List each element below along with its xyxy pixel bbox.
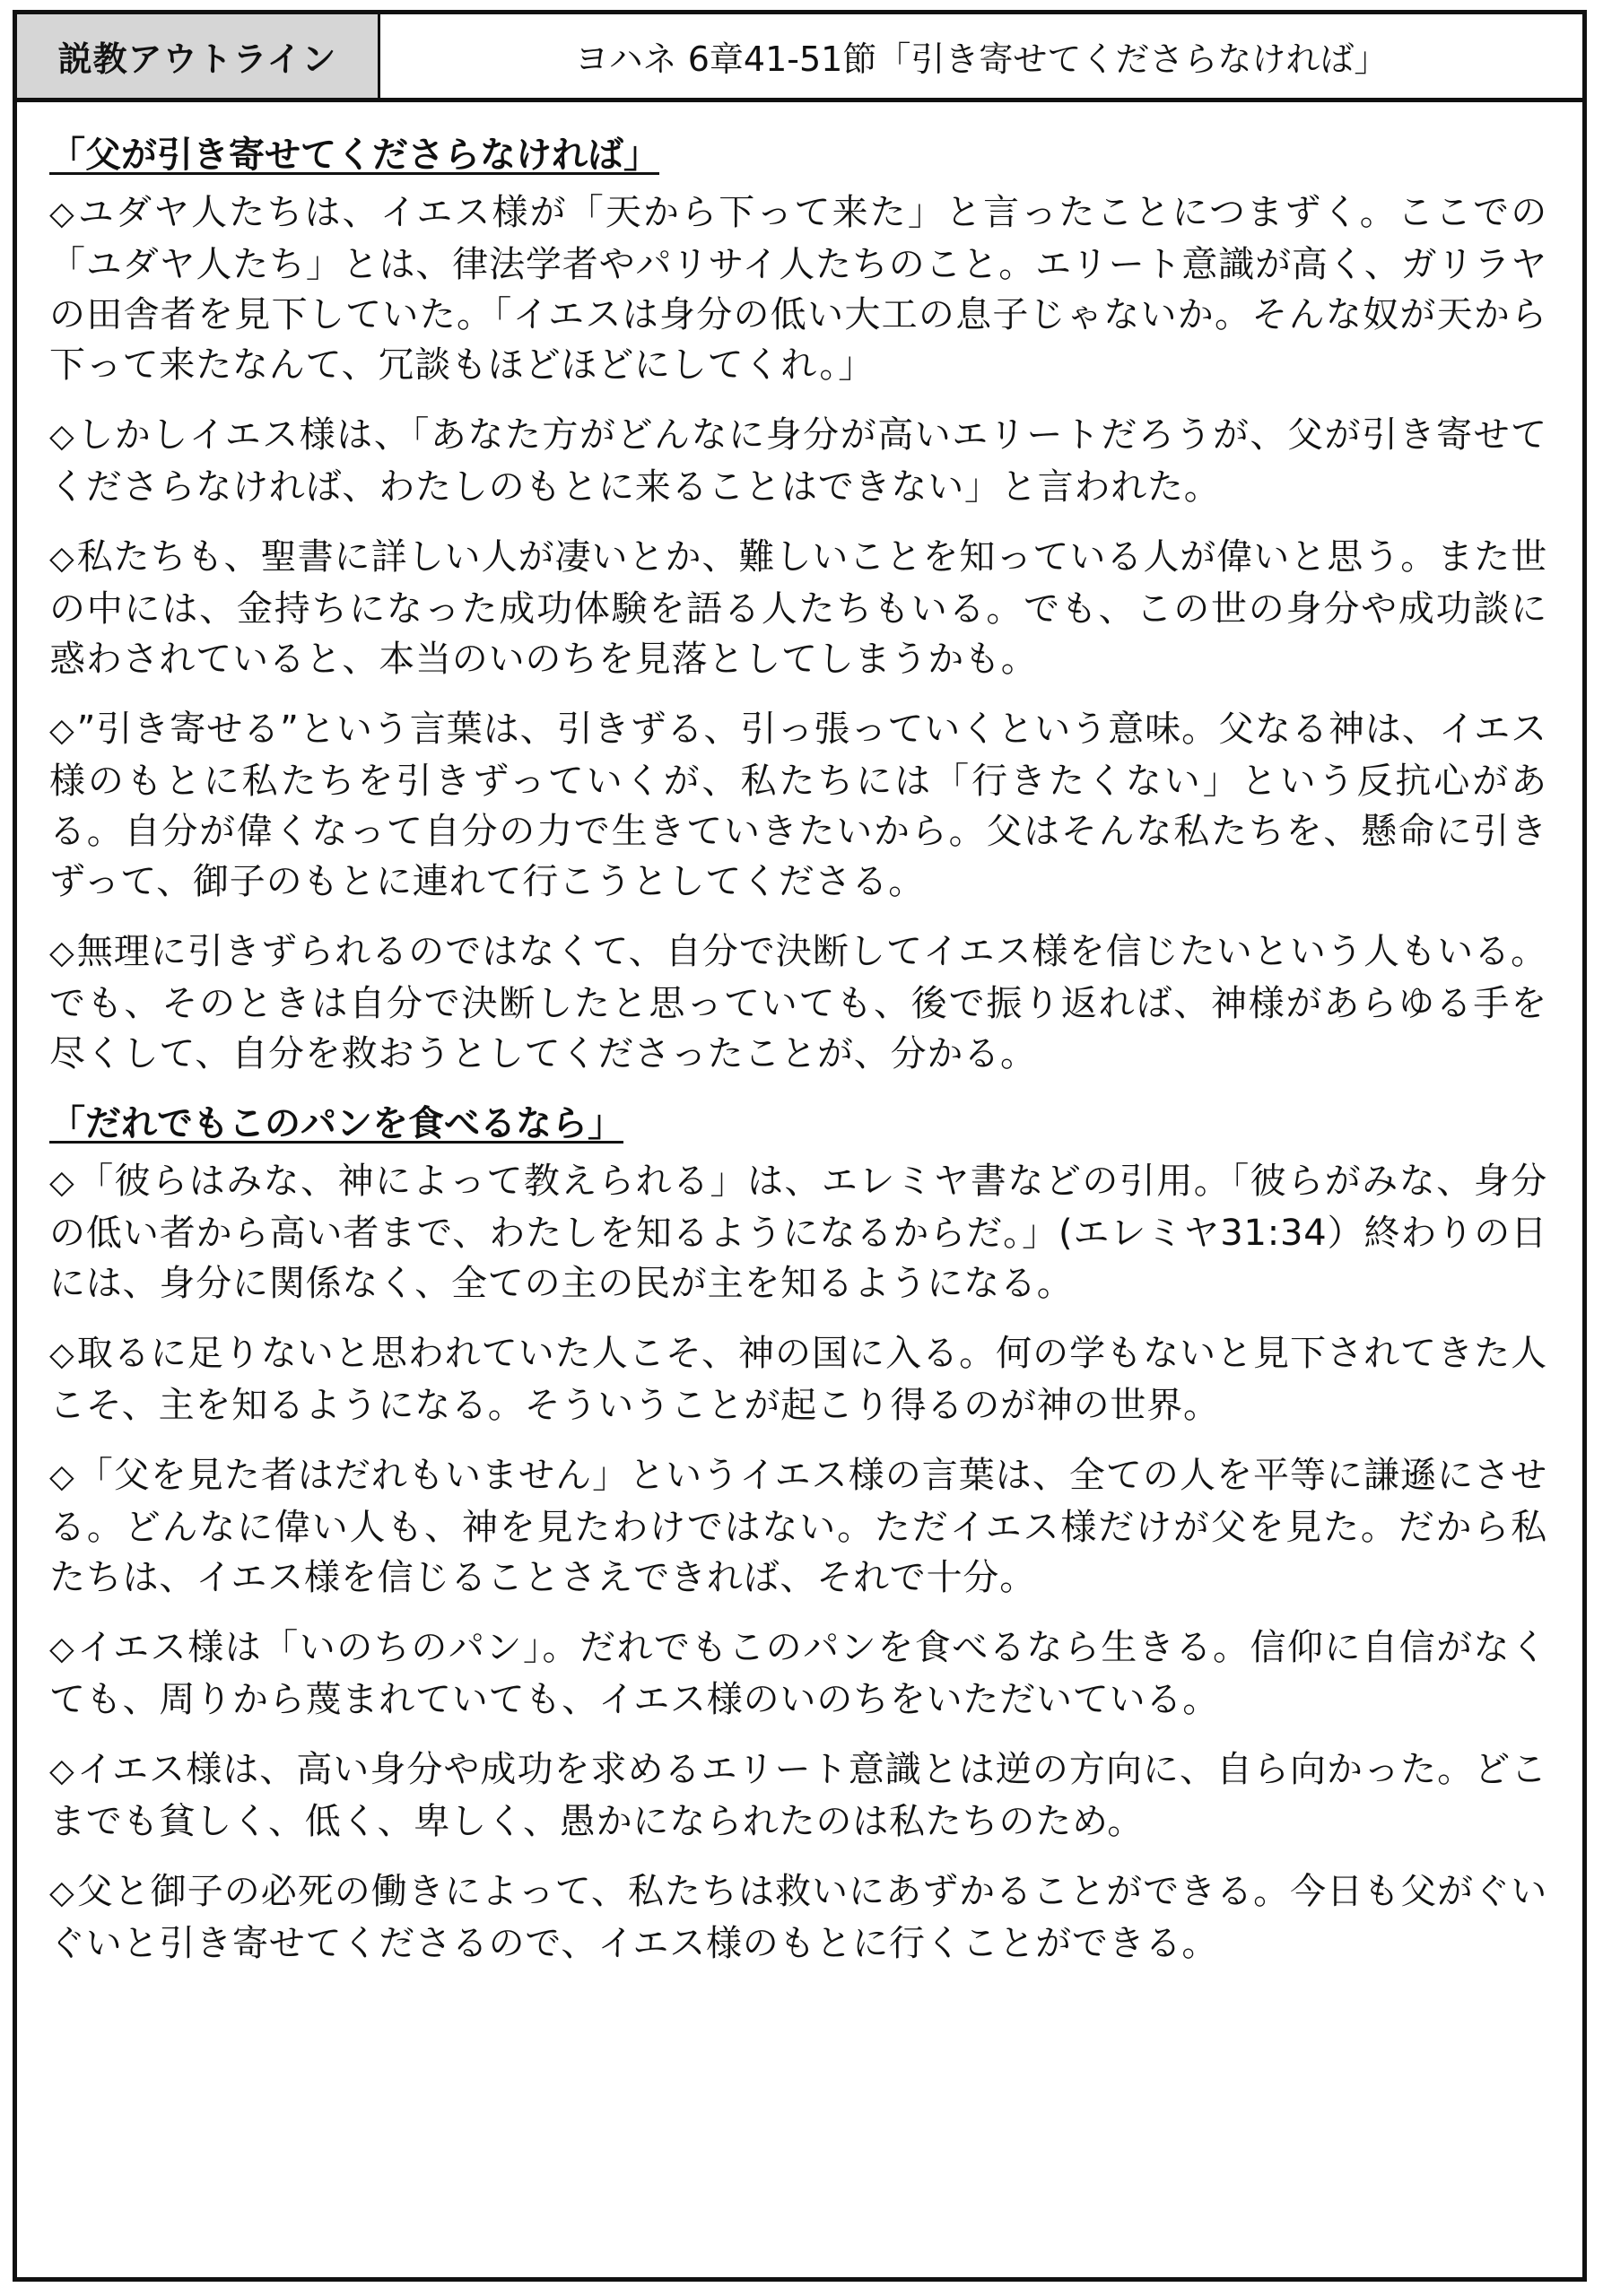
diamond-bullet-icon: ◇ [49,418,76,455]
diamond-bullet-icon: ◇ [49,1874,75,1911]
section-heading: 「だれでもこのパンを食べるなら」 [49,1103,623,1144]
diamond-bullet-icon: ◇ [49,935,75,971]
paragraph-text: 父と御子の必死の働きによって、私たちは救いにあずかることができる。今日も父がぐいぐいと引き寄せてくださるので、イエス様のもとに行くことができる。 [49,1871,1547,1964]
paragraph-text: イエス様は、高い身分や成功を求めるエリート意識とは逆の方向に、自ら向かった。どこまでも貧しく、低く、卑しく、愚かになられたのは私たちのため。 [49,1749,1547,1842]
paragraph-text: しかしイエス様は、「あなた方がどんなに身分が高いエリートだろうが、父が引き寄せてくださらなければ、わたしのもとに来ることはできない」と言われた。 [49,414,1547,508]
paragraph [49,1156,1547,1309]
diamond-bullet-icon: ◇ [49,1336,75,1373]
paragraph-text: ユダヤ人たちは、イエス様が「天から下って来た」と言ったことにつまずく。ここでの「ユダヤ人たち」とは、律法学者やパリサイ人たちのこと。エリート意識が高く、ガリラヤの田舎者を見下していた。「イエスは身分の低い大工の息子じゃないか。そんな奴が天から下って来たなんて、冗談もほどほどにしてくれ。」 [49,192,1547,386]
paragraph [49,704,1547,907]
header-bar [17,14,1582,102]
section-2 [49,1099,1547,1969]
diamond-bullet-icon: ◇ [49,1631,76,1667]
diamond-bullet-icon: ◇ [49,1458,75,1495]
paragraph [49,1622,1547,1725]
paragraph [49,1866,1547,1969]
paragraph-text: ”引き寄せる”という言葉は、引きずる、引っ張っていくという意味。父なる神は、イエス様のもとに私たちを引きずっていくが、私たちには「行きたくない」という反抗心がある。自分が偉くなって自分の力で生きていきたいから。父はそんな私たちを、懸命に引きずって、御子のもとに連れて行こうとしてくださる。 [49,709,1547,902]
paragraph-text: 「彼らはみな、神によって教えられる」は、エレミヤ書などの引用。「彼らがみな、身分の低い者から高い者まで、わたしを知るようになるからだ。」(エレミヤ31:34）終わりの日には、身分に関係なく、全ての主の民が主を知るようになる。 [49,1161,1547,1304]
paragraph [49,532,1547,684]
paragraph-text: 無理に引きずられるのではなくて、自分で決断してイエス様を信じたいという人もいる。でも、そのときは自分で決断したと思っていても、後で振り返れば、神様があらゆる手を尽くして、自分を救おうとしてくださったことが、分かる。 [49,931,1547,1074]
paragraph [49,410,1547,512]
diamond-bullet-icon: ◇ [49,1164,76,1201]
header-label: 説教アウトライン [17,14,380,98]
paragraph [49,187,1547,390]
paragraph-text: 取るに足りないと思われていた人こそ、神の国に入る。何の学もないと見下されてきた人こそ、主を知るようになる。そういうことが起こり得るのが神の世界。 [49,1333,1547,1426]
paragraph [49,926,1547,1079]
diamond-bullet-icon: ◇ [49,196,76,232]
paragraph [49,1450,1547,1603]
header-title: ヨハネ 6章41-51節「引き寄せてくださらなければ」 [574,39,1389,79]
paragraph-text: イエス様は「いのちのパン」。だれでもこのパンを食べるなら生きる。信仰に自信がなくても、周りから蔑まれていても、イエス様のいのちをいただいている。 [49,1627,1547,1720]
section-1 [49,130,1547,1079]
paragraph [49,1744,1547,1847]
outline-content [49,130,1547,1988]
diamond-bullet-icon: ◇ [49,712,75,749]
paragraph [49,1328,1547,1431]
section-heading: 「父が引き寄せてくださらなければ」 [49,135,659,176]
diamond-bullet-icon: ◇ [49,540,75,577]
paragraph-text: 私たちも、聖書に詳しい人が凄いとか、難しいことを知っている人が偉いと思う。また世の中には、金持ちになった成功体験を語る人たちもいる。でも、この世の身分や成功談に惑わされていると、本当のいのちを見落としてしまうかも。 [49,536,1547,680]
diamond-bullet-icon: ◇ [49,1752,75,1789]
paragraph-text: 「父を見た者はだれもいません」というイエス様の言葉は、全ての人を平等に謙遜にさせる。どんなに偉い人も、神を見たわけではない。ただイエス様だけが父を見た。だから私たちは、イエス様を信じることさえできれば、それで十分。 [49,1455,1547,1598]
